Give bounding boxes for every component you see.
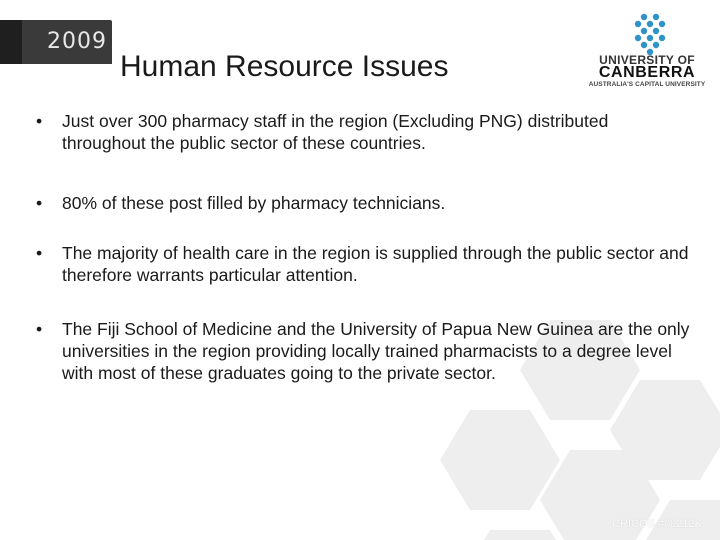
- footer-cricos-code: CRICOS #00212K: [612, 518, 702, 530]
- bullet-text: 80% of these post filled by pharmacy technicians.: [62, 193, 446, 213]
- bullet-marker: •: [36, 243, 43, 263]
- logo-university-of: UNIVERSITY OF: [599, 53, 695, 67]
- year-label: 2009: [47, 29, 107, 54]
- canberra-snowflake-icon: [630, 12, 670, 56]
- bullet-text: The majority of health care in the region is supplied through the public sector and therefore warrants particular attention.: [62, 243, 689, 285]
- bullet-marker: •: [36, 319, 43, 339]
- year-tab: [0, 20, 112, 64]
- slide-title: Human Resource Issues: [120, 50, 449, 83]
- bullet-list: [36, 110, 696, 384]
- bullet-item: [36, 318, 696, 384]
- bullet-marker: •: [36, 193, 43, 213]
- bullet-item: [36, 110, 696, 154]
- bullet-marker: •: [36, 111, 43, 131]
- bullet-text: Just over 300 pharmacy staff in the region (Excluding PNG) distributed throughout the public sector of these countries.: [62, 111, 609, 153]
- bullet-text: The Fiji School of Medicine and the University of Papua New Guinea are the only universities in the region providing locally trained pharmacists to a degree level with most of these graduates going to the private sector.: [62, 319, 690, 383]
- logo-canberra: CANBERRA: [598, 64, 696, 81]
- university-logo: [588, 8, 716, 98]
- logo-tagline: AUSTRALIA'S CAPITAL UNIVERSITY: [588, 81, 706, 88]
- year-tab-stripe: [0, 20, 22, 64]
- bullet-item: [36, 192, 696, 214]
- bullet-item: [36, 242, 696, 286]
